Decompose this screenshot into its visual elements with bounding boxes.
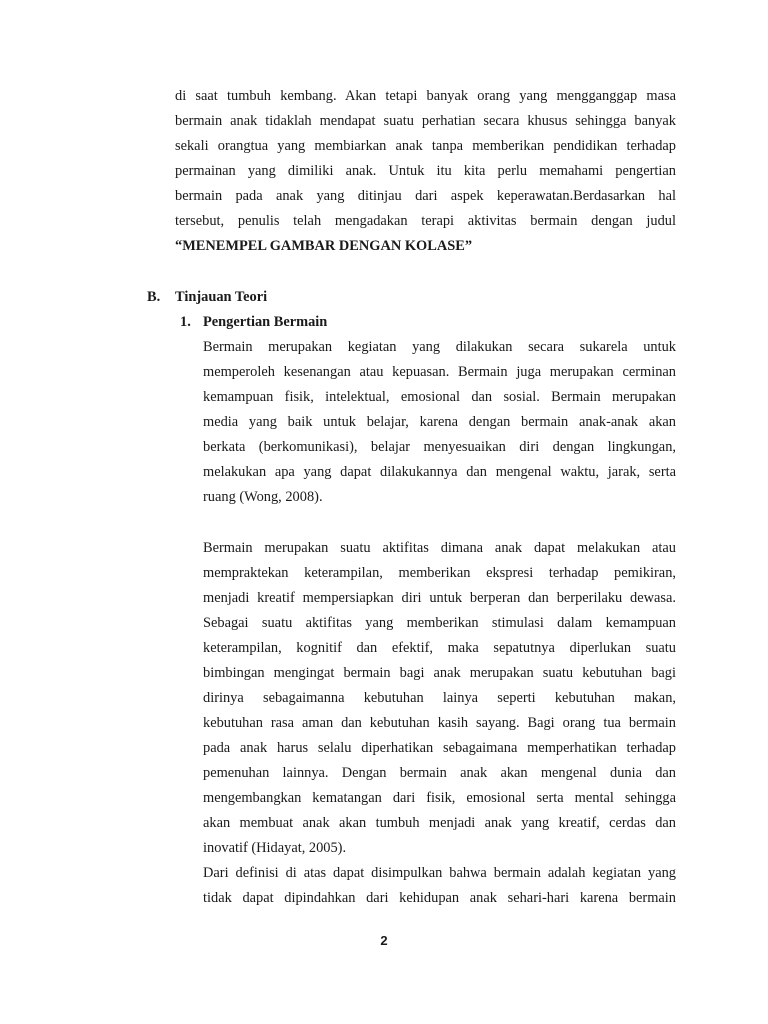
paragraph-line: Bermain merupakan suatu aktifitas dimana anak dapat melakukan atau: [203, 540, 676, 556]
paragraph-line: kemampuan fisik, intelektual, emosional dan sosial. Bermain merupakan: [203, 389, 676, 405]
intro-line-6: tersebut, penulis telah mengadakan terapi aktivitas bermain dengan judul: [175, 213, 676, 229]
subsection-title: Pengertian Bermain: [203, 314, 328, 330]
paragraph-line: Bermain merupakan kegiatan yang dilakukan secara sukarela untuk: [203, 339, 676, 355]
paragraph-line: kebutuhan rasa aman dan kebutuhan kasih sayang. Bagi orang tua bermain: [203, 715, 676, 731]
section-title: Tinjauan Teori: [175, 289, 268, 305]
paragraph-line: inovatif (Hidayat, 2005).: [203, 840, 347, 856]
paragraph-line: ruang (Wong, 2008).: [203, 489, 323, 505]
paragraph-line: melakukan apa yang dapat dilakukannya dan mengenal waktu, jarak, serta: [203, 464, 676, 480]
paragraph-line: Dari definisi di atas dapat disimpulkan bahwa bermain adalah kegiatan yang: [203, 865, 676, 881]
paragraph-line: pada anak harus selalu diperhatikan sebagaimana memperhatikan terhadap: [203, 740, 676, 756]
paragraph-line: Sebagai suatu aktifitas yang memberikan stimulasi dalam kemampuan: [203, 615, 676, 631]
intro-line-1: di saat tumbuh kembang. Akan tetapi banyak orang yang mengganggap masa: [175, 88, 676, 104]
paragraph-line: akan membuat anak akan tumbuh menjadi anak yang kreatif, cerdas dan: [203, 815, 676, 831]
intro-line-3: sekali orangtua yang membiarkan anak tanpa memberikan pendidikan terhadap: [175, 138, 676, 154]
paragraph-line: pemenuhan lainnya. Dengan bermain anak akan mengenal dunia dan: [203, 765, 676, 781]
intro-line-4: permainan yang dimiliki anak. Untuk itu kita perlu memahami pengertian: [175, 163, 676, 179]
intro-line-2: bermain anak tidaklah mendapat suatu perhatian secara khusus sehingga banyak: [175, 113, 676, 129]
page-number: 2: [380, 933, 388, 948]
intro-line-5: bermain pada anak yang ditinjau dari aspek keperawatan.Berdasarkan hal: [175, 188, 676, 204]
paragraph-line: memperoleh kesenangan atau kepuasan. Bermain juga merupakan cerminan: [203, 364, 676, 380]
paragraph-line: media yang baik untuk belajar, karena dengan bermain anak-anak akan: [203, 414, 676, 430]
paragraph-line: mengembangkan kematangan dari fisik, emosional serta mental sehingga: [203, 790, 676, 806]
activity-title: “MENEMPEL GAMBAR DENGAN KOLASE”: [175, 238, 473, 254]
paragraph-line: keterampilan, kognitif dan efektif, maka sepatutnya diperlukan suatu: [203, 640, 676, 656]
paragraph-line: mempraktekan keterampilan, memberikan ekspresi terhadap pemikiran,: [203, 565, 676, 581]
paragraph-line: tidak dapat dipindahkan dari kehidupan anak sehari-hari karena bermain: [203, 890, 676, 906]
section-marker: B.: [147, 289, 161, 305]
paragraph-line: berkata (berkomunikasi), belajar menyesuaikan diri dengan lingkungan,: [203, 439, 676, 455]
paragraph-line: menjadi kreatif mempersiapkan diri untuk berperan dan berperilaku dewasa.: [203, 590, 676, 606]
paragraph-line: bimbingan mengingat bermain bagi anak merupakan suatu kebutuhan bagi: [203, 665, 676, 681]
paragraph-line: dirinya sebagaimanna kebutuhan lainya seperti kebutuhan makan,: [203, 690, 676, 706]
subsection-marker: 1.: [180, 314, 191, 330]
